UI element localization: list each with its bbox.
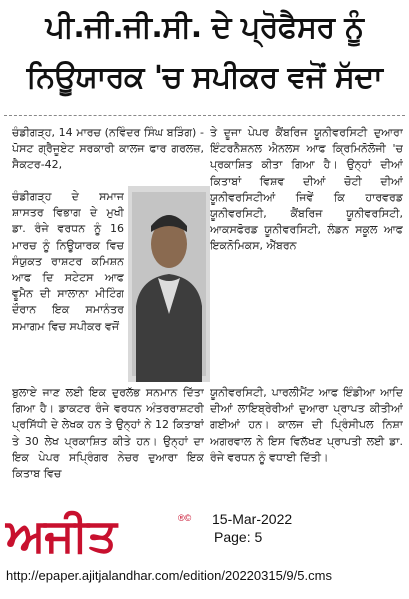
headline-line-2: ਨਿਊਯਾਰਕ 'ਚ ਸਪੀਕਰ ਵਜੋਂ ਸੱਦਾ — [26, 60, 383, 95]
portrait-image — [128, 186, 210, 382]
page-number: Page: 5 — [214, 529, 263, 545]
registered-mark: ®© — [178, 513, 192, 523]
article-right-top: ਤੇ ਦੂਜਾ ਪੇਪਰ ਕੈਂਬਰਿਜ ਯੂਨੀਵਰਸਿਟੀ ਦੁਆਰਾ ਇੰਟਰਨੈਸ਼ਨਲ ਐਨਲਸ ਆਫ ਕ੍ਰਿਮਿਨੋਲੋਜੀ 'ਚ ਪ੍ਰਕਾਸ਼ਿਤ ਕੀਤਾ ਗਿਆ ਹੈ। ਉਨ੍ਹਾਂ ਦੀਆਂ ਕਿਤਾਬਾਂ ਵਿਸ਼ਵ ਦੀਆਂ ਚੋਟੀ ਦੀਆਂ ਯੂਨੀਵਰਸਿਟੀਆਂ ਜਿਵੇਂ ਕਿ ਹਾਰਵਰਡ ਯੂਨੀਵਰਸਿਟੀ, ਕੈਂਬਰਿਜ ਯੂਨੀਵਰਸਿਟੀ, ਆਕਸਫੋਰਡ ਯੂਨੀਵਰਸਿਟੀ, ਲੰਡਨ ਸਕੂਲ ਆਫ ਇਕਨੋਮਿਕਸ, ਐੱਬਰਨ — [210, 126, 403, 253]
headline-line-1: ਪੀ.ਜੀ.ਜੀ.ਸੀ. ਦੇ ਪ੍ਰੋਫੈਸਰ ਨੂੰ — [45, 10, 364, 45]
author-photo — [128, 186, 210, 382]
ajit-logo — [6, 506, 196, 564]
ajit-logo-text: ਅਜੀਤ — [6, 508, 116, 562]
article-left-wrap: ਚੰਡੀਗੜ੍ਹ ਦੇ ਸਮਾਜ ਸ਼ਾਸਤਰ ਵਿਭਾਗ ਦੇ ਮੁਖੀ ਡਾ. ਰੰਜੇ ਵਰਧਨ ਨੂੰ 16 ਮਾਰਚ ਨੂੰ ਨਿਊਯਾਰਕ ਵਿਚ ਸੰਯੁਕਤ ਰਾਸ਼ਟਰ ਕਮਿਸ਼ਨ ਆਫ ਦਿ ਸਟੇਟਸ ਆਫ ਵੂਮੈਨ ਦੀ ਸਾਲਾਨਾ ਮੀਟਿੰਗ ਦੌਰਾਨ ਇਕ ਸਮਾਨੰਤਰ ਸਮਾਗਮ ਵਿਚ ਸਪੀਕਰ ਵਜੋਂ — [12, 190, 124, 333]
article-right-bottom: ਯੂਨੀਵਰਸਿਟੀ, ਪਾਰਲੀਮੈਂਟ ਆਫ ਇੰਡੀਆ ਆਦਿ ਦੀਆਂ ਲਾਇਬ੍ਰੇਰੀਆਂ ਦੁਆਰਾ ਪ੍ਰਾਪਤ ਕੀਤੀਆਂ ਗਈਆਂ ਹਨ। ਕਾਲਜ ਦੀ ਪ੍ਰਿੰਸੀਪਲ ਨਿਸ਼ਾ ਅਗਰਵਾਲ ਨੇ ਇਸ ਵਿਲੱਖਣ ਪ੍ਰਾਪਤੀ ਲਈ ਡਾ. ਰੰਜੇ ਵਰਧਨ ਨੂੰ ਵਧਾਈ ਦਿੱਤੀ। — [210, 386, 403, 464]
divider — [4, 115, 405, 116]
article-left-top: ਚੰਡੀਗੜ੍ਹ, 14 ਮਾਰਚ (ਨਵਿੰਦਰ ਸਿੰਘ ਬੜਿੰਗ) - ਪੋਸਟ ਗ੍ਰੈਜੂਏਟ ਸਰਕਾਰੀ ਕਾਲਜ ਫਾਰ ਗਰਲਜ਼, ਸੈਕਟਰ-42, — [12, 126, 204, 172]
source-url[interactable]: http://epaper.ajitjalandhar.com/edition/20220315/9/5.cms — [6, 568, 332, 583]
edition-date: 15-Mar-2022 — [212, 511, 293, 527]
article-left-bottom: ਬੁਲਾਏ ਜਾਣ ਲਈ ਇਕ ਦੁਰਲੱਭ ਸਨਮਾਨ ਦਿੱਤਾ ਗਿਆ ਹੈ। ਡਾਕਟਰ ਰੰਜੇ ਵਰਧਨ ਅੰਤਰਰਾਸ਼ਟਰੀ ਪ੍ਰਸਿੱਧੀ ਦੇ ਲੇਖਕ ਹਨ ਤੇ ਉਨ੍ਹਾਂ ਨੇ 12 ਕਿਤਾਬਾਂ ਤੇ 30 ਲੇਖ ਪ੍ਰਕਾਸ਼ਿਤ ਕੀਤੇ ਹਨ। ਉਨ੍ਹਾਂ ਦਾ ਇਕ ਪੇਪਰ ਸਪ੍ਰਿੰਗਰ ਨੇਚਰ ਦੁਆਰਾ ਇਕ ਕਿਤਾਬ ਵਿਚ — [12, 386, 204, 481]
